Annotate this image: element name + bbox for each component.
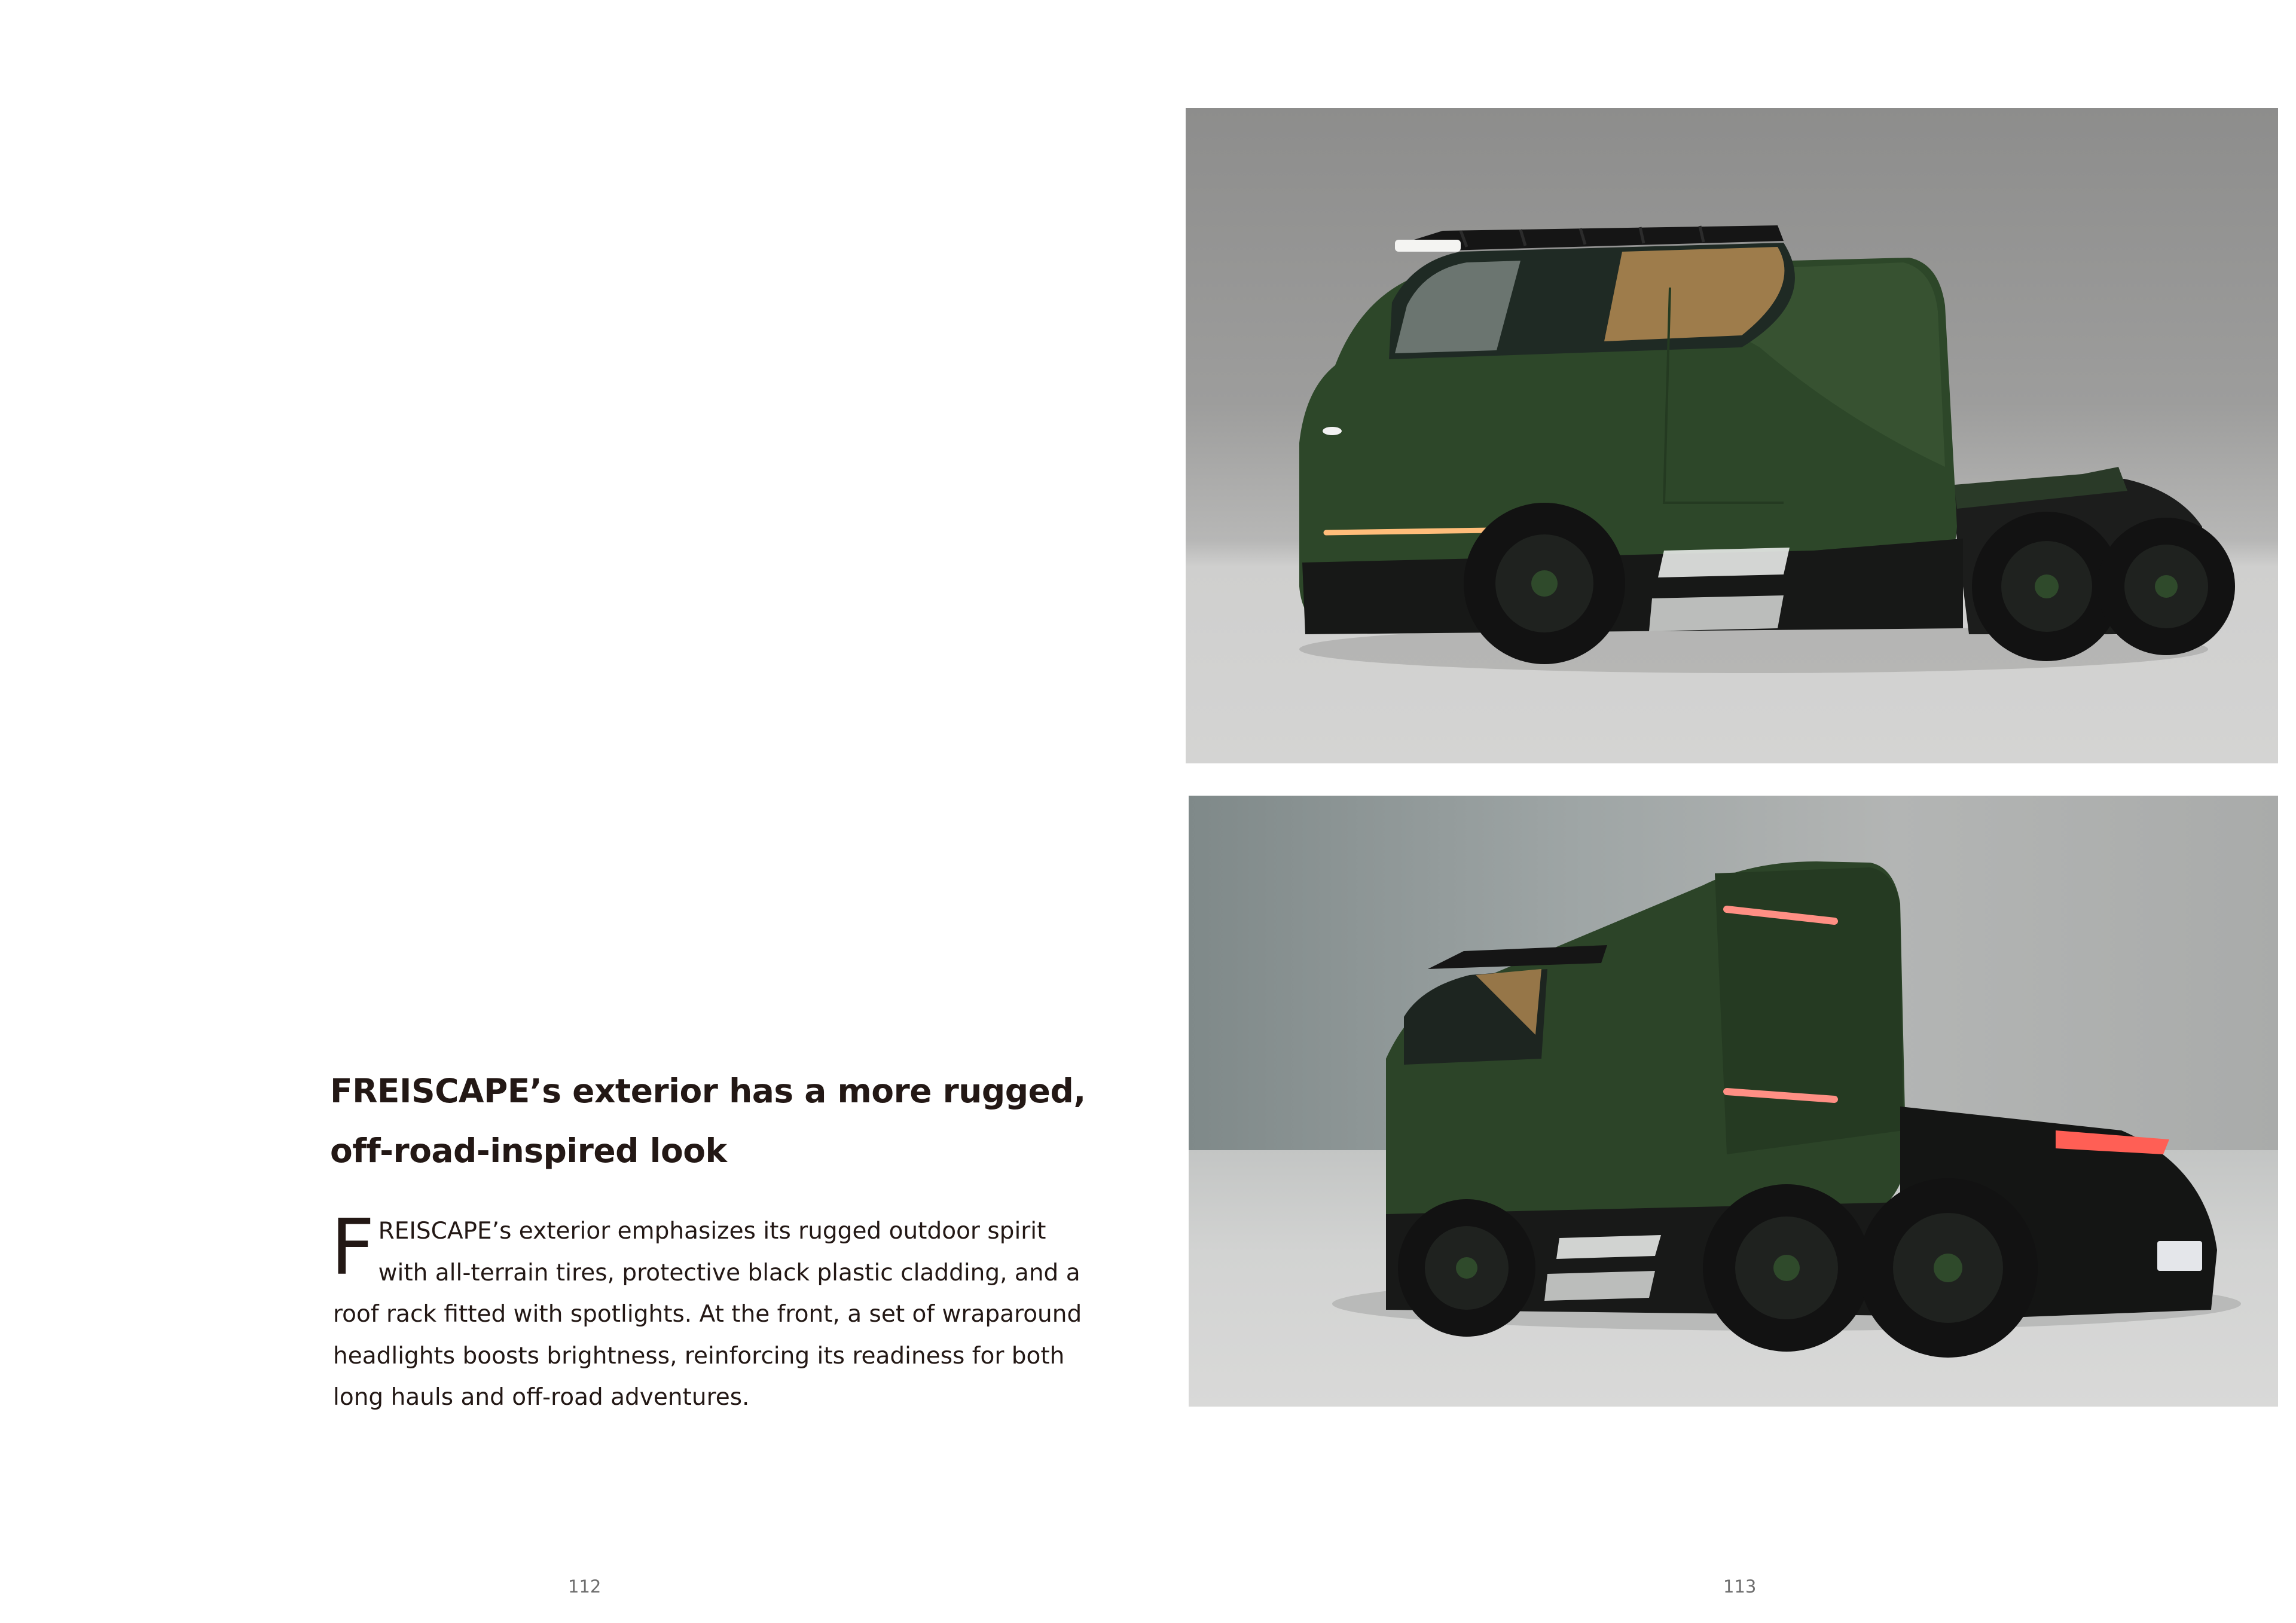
truck-rear-photo [1189,796,2278,1407]
front-wheel [1464,503,1625,664]
front-logo-light [1323,427,1342,435]
side-step-light-lower [1544,1271,1655,1301]
article-body [331,1203,1086,1419]
page-number-right: 113 [1723,1576,1757,1597]
roof-spotlight [1395,240,1461,252]
rear-wheel-2 [2097,518,2235,655]
side-panel-light-upper [1658,548,1790,577]
license-plate [2157,1241,2202,1271]
drop-cap: F [331,1203,375,1292]
article-body-text: REISCAPE’s exterior emphasizes its rugged outdoor spirit with all-terrain tires, protective black plastic cladding, and a roof rack fitted with spotlights. At the front, a set of wraparound headlights boosts brightness, reinforcing its readiness for both long hauls and off-road adventures. [333,1218,1082,1411]
truck-front-illustration [1186,108,2278,763]
side-step-light-upper [1556,1235,1661,1259]
article-headline: FREISCAPE’s exterior has a more rugged, off-road-inspired look [330,1072,1086,1170]
rear-axle-wheel-1 [1703,1184,1870,1352]
truck-front-photo [1186,108,2278,763]
side-panel-light-lower [1649,595,1784,631]
truck-rear-illustration [1189,796,2278,1407]
rear-axle-wheel-2 [1858,1178,2038,1358]
page-number-left: 112 [568,1576,602,1597]
front-wheel-rear-view [1398,1199,1535,1337]
